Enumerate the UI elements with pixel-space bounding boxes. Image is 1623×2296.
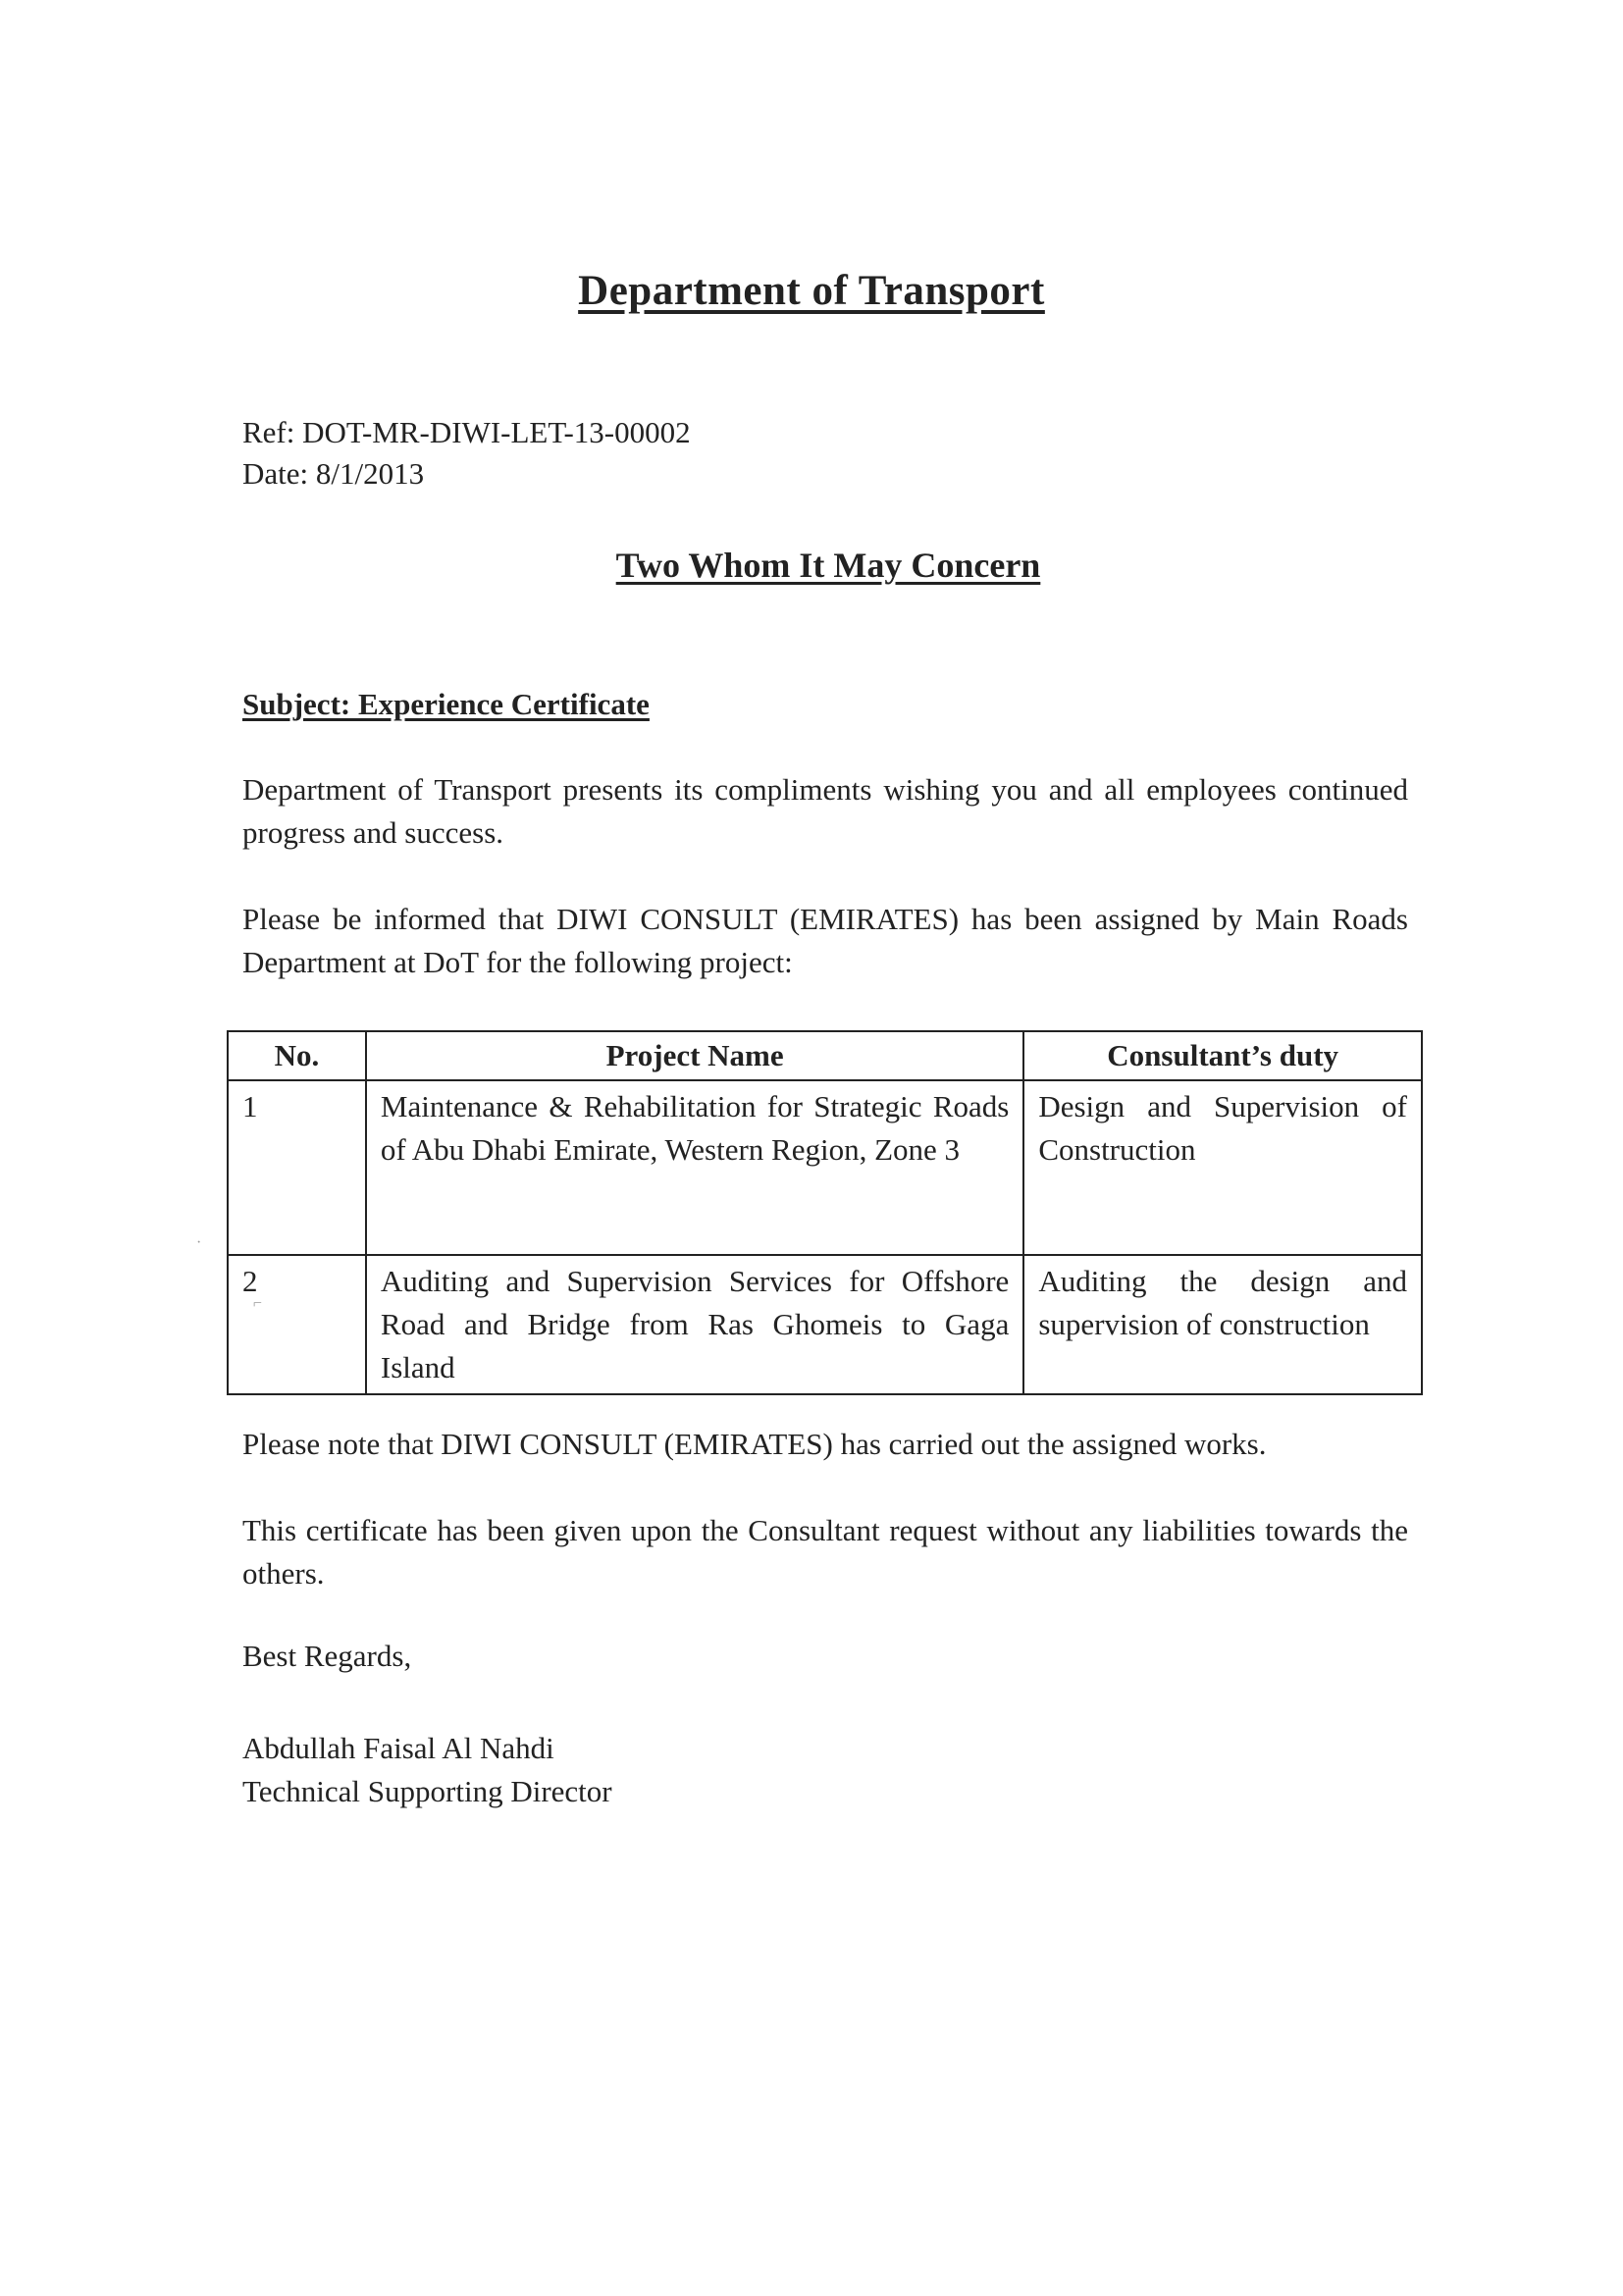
disclaimer-paragraph: This certificate has been given upon the Consultant request without any liabilities towards the others. — [242, 1513, 1408, 1591]
table-row — [228, 1080, 1422, 1255]
column-header-consultant-duty: Consultant’s duty — [1023, 1031, 1422, 1080]
column-header-project-name: Project Name — [366, 1031, 1023, 1080]
signer-name: Abdullah Faisal Al Nahdi — [242, 1731, 554, 1765]
scan-speck: ⌐ — [253, 1295, 263, 1312]
subject-line: Subject: Experience Certificate — [242, 687, 650, 721]
reference-block — [242, 412, 691, 495]
project-name-cell: Maintenance & Rehabilitation for Strategic Roads of Abu Dhabi Emirate, Western Region, Zone 3 — [366, 1080, 1023, 1255]
page-title: Department of Transport — [578, 268, 1045, 314]
row-number: 1 — [228, 1080, 366, 1255]
completion-paragraph: Please note that DIWI CONSULT (EMIRATES) has carried out the assigned works. — [242, 1427, 1267, 1461]
intro-paragraph: Department of Transport presents its compliments wishing you and all employees continued progress and success. — [242, 772, 1408, 850]
row-number: 2 — [228, 1255, 366, 1394]
assignment-paragraph: Please be informed that DIWI CONSULT (EMIRATES) has been assigned by Main Roads Department at DoT for the following project: — [242, 902, 1408, 979]
table-header-row — [228, 1031, 1422, 1080]
table-row — [228, 1255, 1422, 1394]
reference-number: Ref: DOT-MR-DIWI-LET-13-00002 — [242, 415, 691, 449]
scan-speck: · — [196, 1234, 202, 1251]
salutation-heading: Two Whom It May Concern — [615, 546, 1041, 585]
project-name-cell: Auditing and Supervision Services for Offshore Road and Bridge from Ras Ghomeis to Gaga Island — [366, 1255, 1023, 1394]
projects-table — [227, 1030, 1423, 1395]
signer-title: Technical Supporting Director — [242, 1774, 612, 1808]
closing-regards: Best Regards, — [242, 1639, 412, 1673]
consultant-duty-cell: Auditing the design and supervision of construction — [1023, 1255, 1422, 1394]
signature-block — [242, 1727, 612, 1813]
letter-date: Date: 8/1/2013 — [242, 456, 425, 491]
consultant-duty-cell: Design and Supervision of Construction — [1023, 1080, 1422, 1255]
column-header-no: No. — [228, 1031, 366, 1080]
